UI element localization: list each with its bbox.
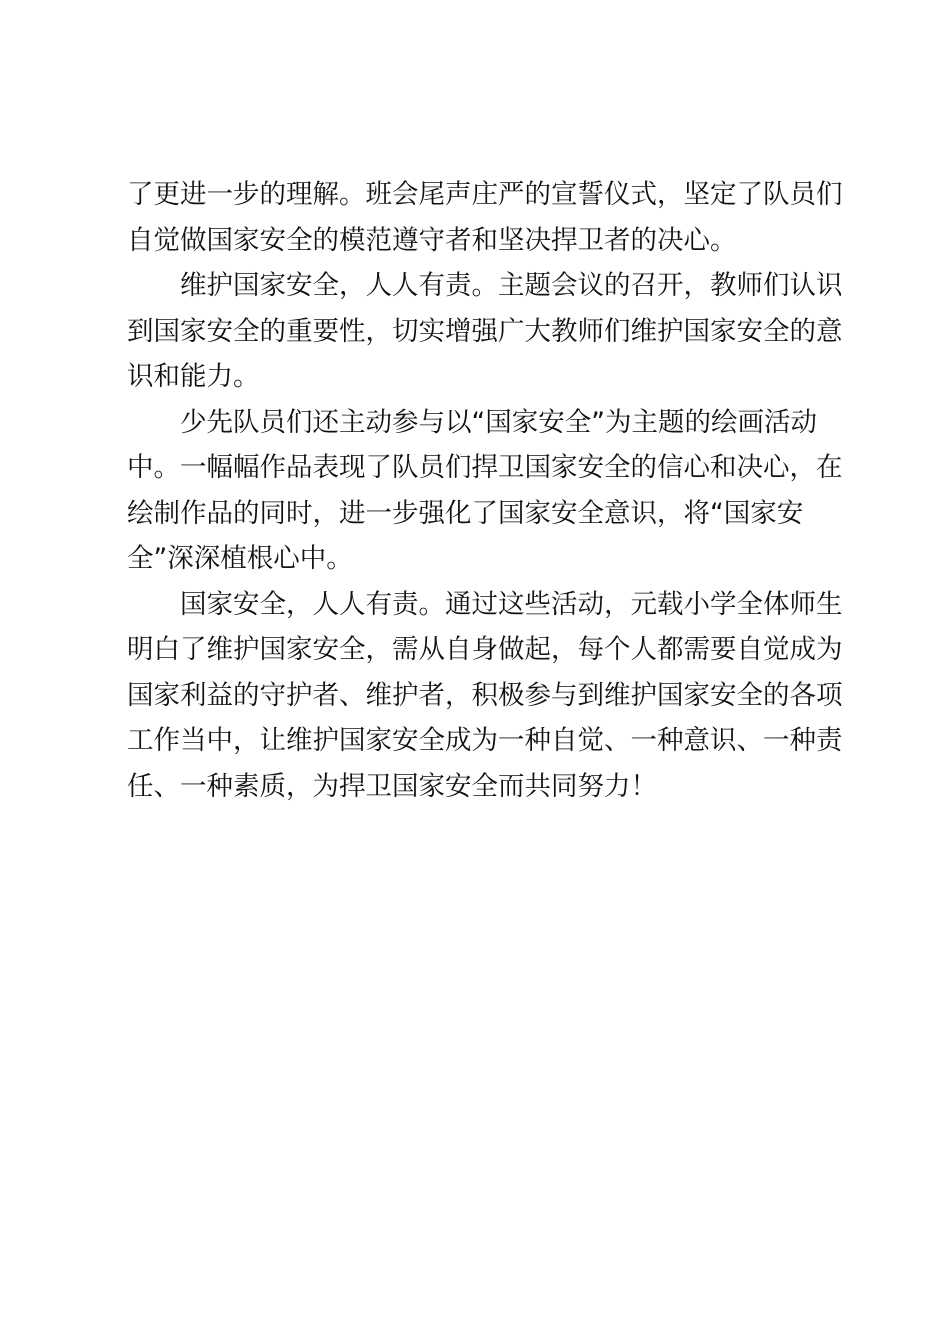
text-line: 绘制作品的同时，进一步强化了国家安全意识，将“国家安 bbox=[127, 497, 804, 529]
text-line: 到国家安全的重要性，切实增强广大教师们维护国家安全的意 bbox=[127, 315, 843, 347]
text-line: 任、一种素质，为捍卫国家安全而共同努力！ bbox=[127, 770, 657, 802]
text-line: 识和能力。 bbox=[127, 361, 260, 392]
text-line: 全”深深植根心中。 bbox=[127, 543, 353, 574]
text-line: 了更进一步的理解。班会尾声庄严的宣誓仪式，坚定了队员们 bbox=[127, 179, 843, 210]
paragraph-first-line: 国家安全，人人有责。通过这些活动，元载小学全体师生 bbox=[180, 588, 843, 620]
document-body bbox=[127, 172, 843, 809]
text-line: 中。一幅幅作品表现了队员们捍卫国家安全的信心和决心，在 bbox=[127, 452, 843, 483]
paragraph-first-line: 维护国家安全，人人有责。主题会议的召开，教师们认识 bbox=[180, 270, 843, 301]
text-line: 国家利益的守护者、维护者，积极参与到维护国家安全的各项 bbox=[127, 679, 843, 711]
paragraph-first-line: 少先队员们还主动参与以“国家安全”为主题的绘画活动 bbox=[180, 406, 817, 438]
text-line: 工作当中，让维护国家安全成为一种自觉、一种意识、一种责 bbox=[127, 725, 843, 756]
text-line: 自觉做国家安全的模范遵守者和坚决捍卫者的决心。 bbox=[127, 224, 737, 256]
text-line: 明白了维护国家安全，需从自身做起，每个人都需要自觉成为 bbox=[127, 634, 843, 665]
